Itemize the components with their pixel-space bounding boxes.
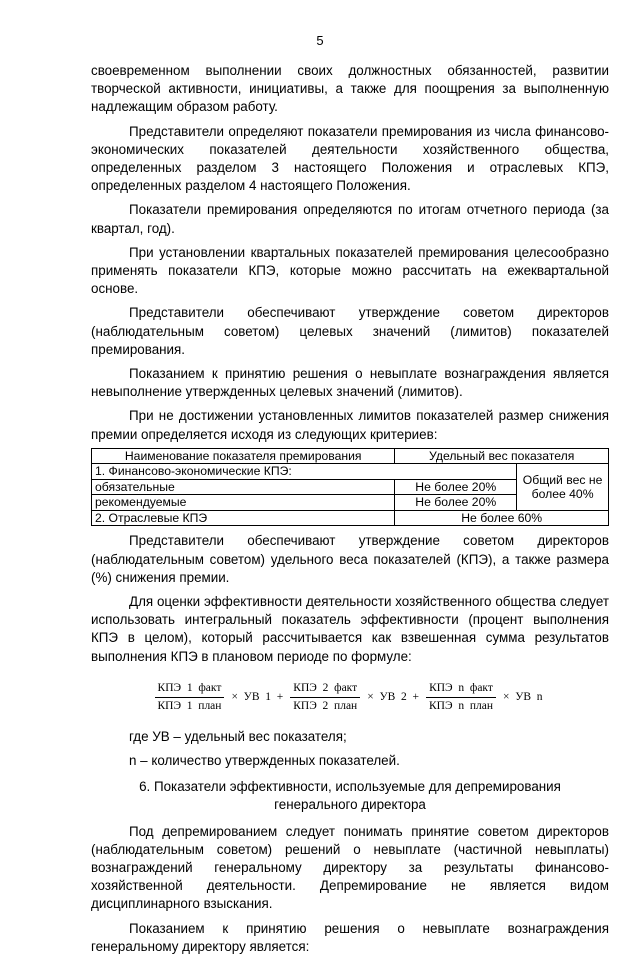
formula-numerator: КПЭ 1 факт [155, 682, 225, 698]
section-heading-line: генерального директора [274, 797, 426, 813]
section-heading-line: 6. Показатели эффективности, используемые для депремирования [139, 779, 561, 795]
criteria-table [91, 448, 609, 527]
table-cell: Не более 20% [395, 495, 517, 511]
table-row [92, 464, 609, 480]
formula-weight: × УВ 1 + [231, 691, 284, 704]
table-header-row [92, 448, 609, 464]
formula-denominator: КПЭ 2 план [293, 700, 358, 713]
legend-line: n – количество утвержденных показателей. [129, 752, 400, 768]
paragraph-integral-indicator: Для оценки эффективности деятельности хозяйственного общества следует использовать интегральный показатель эффективности (процент выполнения КПЭ в целом), который рассчитывается как взвешенная сумма результатов выполнения КПЭ в плановом периоде по формуле: [91, 593, 609, 664]
formula-weight: × УВ 2 + [367, 691, 419, 704]
formula-weight: × УВ n [502, 691, 543, 704]
paragraph-nonpayment-grounds: Показанием к принятию решения о невыплате вознаграждения является невыполнение утвержденных целевых значений (лимитов). [91, 366, 609, 400]
table-cell: 2. Отраслевые КПЭ [92, 510, 395, 526]
table-cell: Не более 20% [395, 479, 517, 495]
paragraph-bonus-indicators: Представители определяют показатели премирования из числа финансово-экономических показателей деятельности хозяйственного общества, определенных разделом 3 настоящего Положения и отраслевых КПЭ, определенных разделом 4 настоящего Положения. [91, 123, 609, 194]
paragraph-target-approval: Представители обеспечивают утверждение советом директоров (наблюдательным советом) целевых значений (лимитов) показателей премирования. [91, 305, 609, 357]
paragraph-depremiation: Под депремированием следует понимать принятие советом директоров (наблюдательным советом) решений о невыплате (частичной невыплаты) вознаграждений генеральному директору за результаты финансово-хозяйственной деятельности. Депремирование не является видом дисциплинарного взыскания. [91, 823, 609, 912]
table-cell: Не более 60% [395, 510, 609, 526]
paragraph-continuation: своевременном выполнении своих должностных обязанностей, развитии творческой активности, инициативы, а также для поощрения за выполненную надлежащим образом работу. [91, 63, 609, 115]
formula-fraction [426, 682, 496, 713]
formula-denominator: КПЭ n план [429, 700, 493, 713]
legend-line: где УВ – удельный вес показателя; [129, 728, 347, 744]
formula-fraction [154, 682, 224, 713]
formula-denominator: КПЭ 1 план [157, 700, 222, 713]
table-cell-total-weight: Общий вес не более 40% [517, 464, 609, 511]
paragraph-reporting-period: Показатели премирования определяются по итогам отчетного периода (за квартал, год). [91, 202, 609, 236]
table-cell: обязательные [92, 479, 395, 495]
kpi-formula [91, 676, 609, 720]
paragraph-reduction-criteria: При не достижении установленных лимитов показателей размер снижения премии определяется исходя из следующих критериев: [91, 408, 609, 442]
table-header-cell: Наименование показателя премирования [92, 448, 395, 464]
paragraph-weight-approval: Представители обеспечивают утверждение советом директоров (наблюдательным советом) удельного веса показателей (КПЭ), а также размера (%) снижения премии. [91, 533, 609, 585]
paragraph-depremiation-grounds: Показанием к принятию решения о невыплате вознаграждения генеральному директору является: [91, 920, 609, 954]
paragraph-quarterly-indicators: При установлении квартальных показателей премирования целесообразно применять показатели КПЭ, которые можно рассчитать на ежеквартальной основе. [91, 244, 609, 297]
table-header-cell: Удельный вес показателя [395, 448, 609, 464]
table-cell: рекомендуемые [92, 495, 395, 511]
table-row [92, 510, 609, 526]
formula-numerator: КПЭ n факт [426, 682, 496, 698]
formula-numerator: КПЭ 2 факт [290, 682, 360, 698]
page-number: 5 [316, 33, 324, 48]
table-cell: 1. Финансово-экономические КПЭ: [92, 464, 517, 480]
document-body [91, 62, 609, 962]
formula-fraction [290, 682, 360, 713]
section-heading [91, 778, 609, 814]
